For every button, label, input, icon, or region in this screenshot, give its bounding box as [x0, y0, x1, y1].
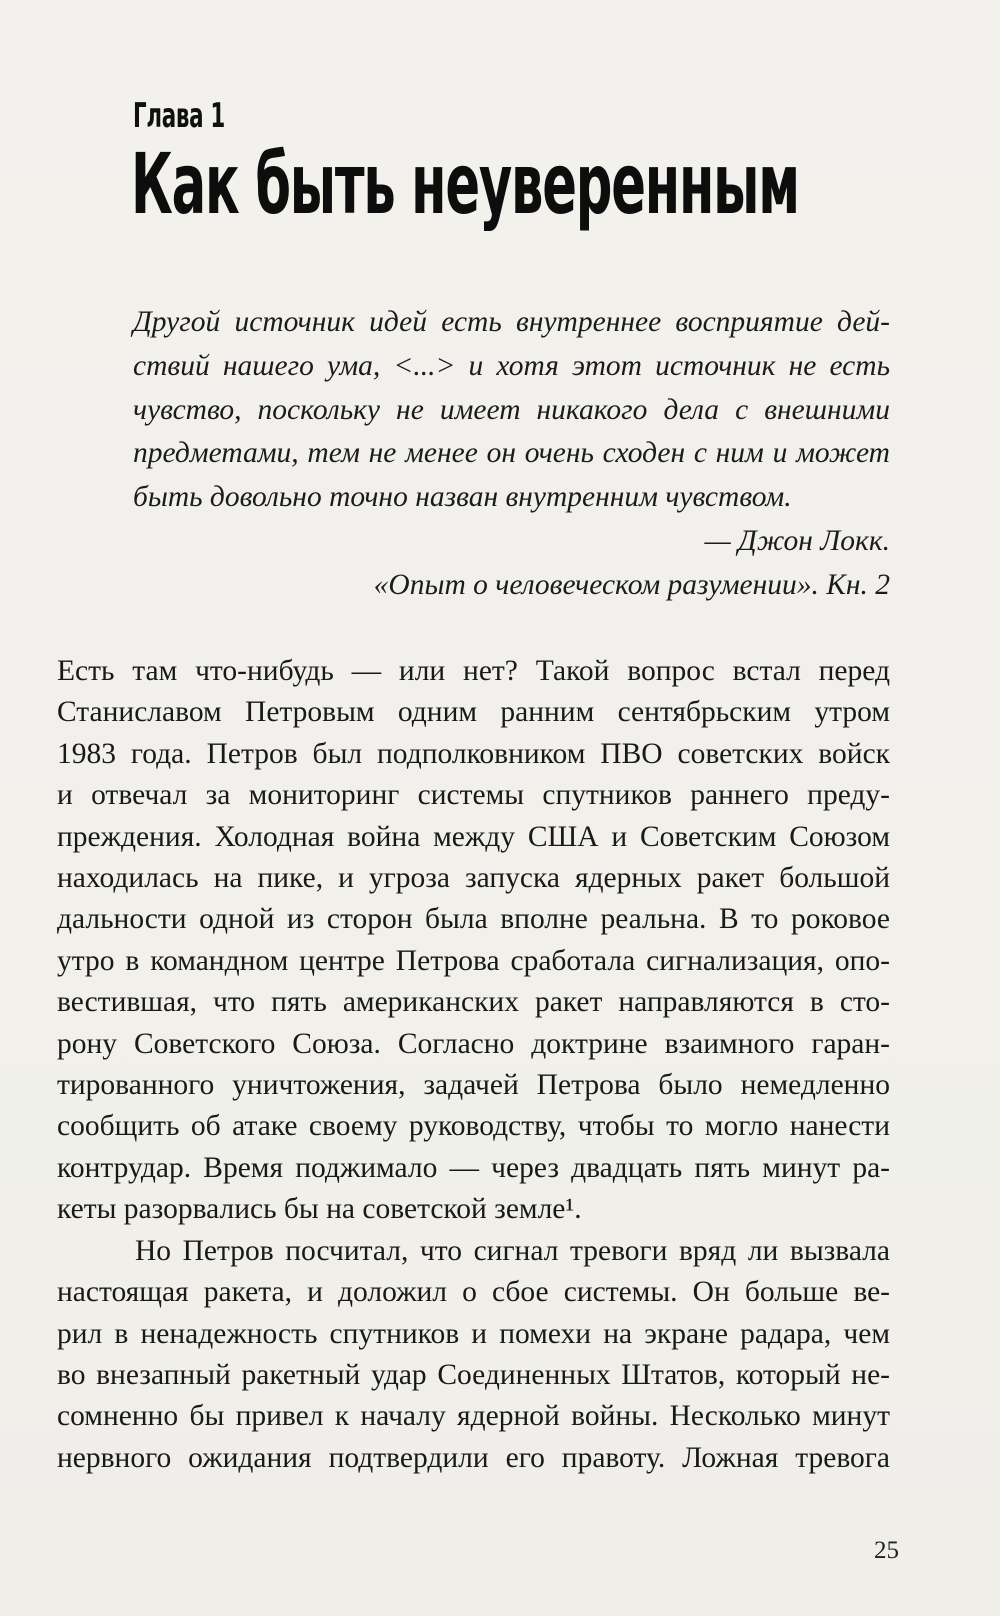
epigraph-line: быть довольно точно назван внутренним чувством. — [133, 481, 792, 514]
body-line: тированного уничтожения, задачей Петрова было немедленно — [57, 1069, 890, 1102]
body-line: 1983 года. Петров был подполковником ПВО советских войск — [57, 737, 890, 770]
body-line: дальности одной из сторон была вполне реальна. В то роковое — [57, 903, 890, 936]
chapter-label: Глава 1 — [133, 96, 225, 136]
body-line: Станиславом Петровым одним ранним сентябрьским утром — [57, 696, 890, 729]
body-line: рону Советского Союза. Согласно доктрине взаимного гаран- — [57, 1027, 890, 1060]
body-line: и отвечал за мониторинг системы спутников раннего преду- — [57, 779, 890, 812]
epigraph-line: чувство, поскольку не имеет никакого дела с внешними — [133, 393, 890, 426]
body-line: сомненно бы привел к началу ядерной войны. Несколько минут — [57, 1400, 890, 1433]
epigraph-line: ствий нашего ума, <...> и хотя этот источник не есть — [133, 349, 890, 382]
page-number: 25 — [874, 1537, 899, 1564]
body-line: контрудар. Время поджимало — через двадцать пять минут ра- — [57, 1151, 890, 1184]
body-line: преждения. Холодная война между США и Советским Союзом — [57, 820, 890, 853]
body-line: рил в ненадежность спутников и помехи на экране радара, чем — [57, 1317, 890, 1350]
body-text — [57, 651, 890, 1479]
body-line: во внезапный ракетный удар Соединенных Штатов, который не- — [57, 1358, 890, 1391]
body-line-with-footnote-marker: кеты разорвались бы на советской земле¹. — [57, 1193, 582, 1226]
body-line: вестившая, что пять американских ракет направляются в сто- — [57, 986, 890, 1019]
epigraph — [133, 301, 890, 608]
epigraph-source: «Опыт о человеческом разумении». Кн. 2 — [373, 568, 890, 601]
epigraph-line: Другой источник идей есть внутреннее восприятие дей- — [133, 306, 890, 338]
epigraph-line: предметами, тем не менее он очень сходен с ним и может — [133, 437, 890, 470]
body-line: настоящая ракета, и доложил о сбое системы. Он больше ве- — [57, 1276, 890, 1309]
body-line: утро в командном центре Петрова сработала сигнализация, опо- — [57, 944, 890, 977]
body-line: сообщить об атаке своему руководству, чтобы то могло нанести — [57, 1110, 890, 1143]
body-line: нервного ожидания подтвердили его правоту. Ложная тревога — [57, 1441, 890, 1474]
epigraph-attribution: — Джон Локк. — [704, 524, 890, 557]
chapter-title: Как быть неуверенным — [131, 135, 799, 233]
body-line: Но Петров посчитал, что сигнал тревоги вряд ли вызвала — [135, 1234, 890, 1267]
body-line: находилась на пике, и угроза запуска ядерных ракет большой — [57, 862, 890, 895]
body-line: Есть там что-нибудь — или нет? Такой вопрос встал перед — [57, 655, 890, 687]
